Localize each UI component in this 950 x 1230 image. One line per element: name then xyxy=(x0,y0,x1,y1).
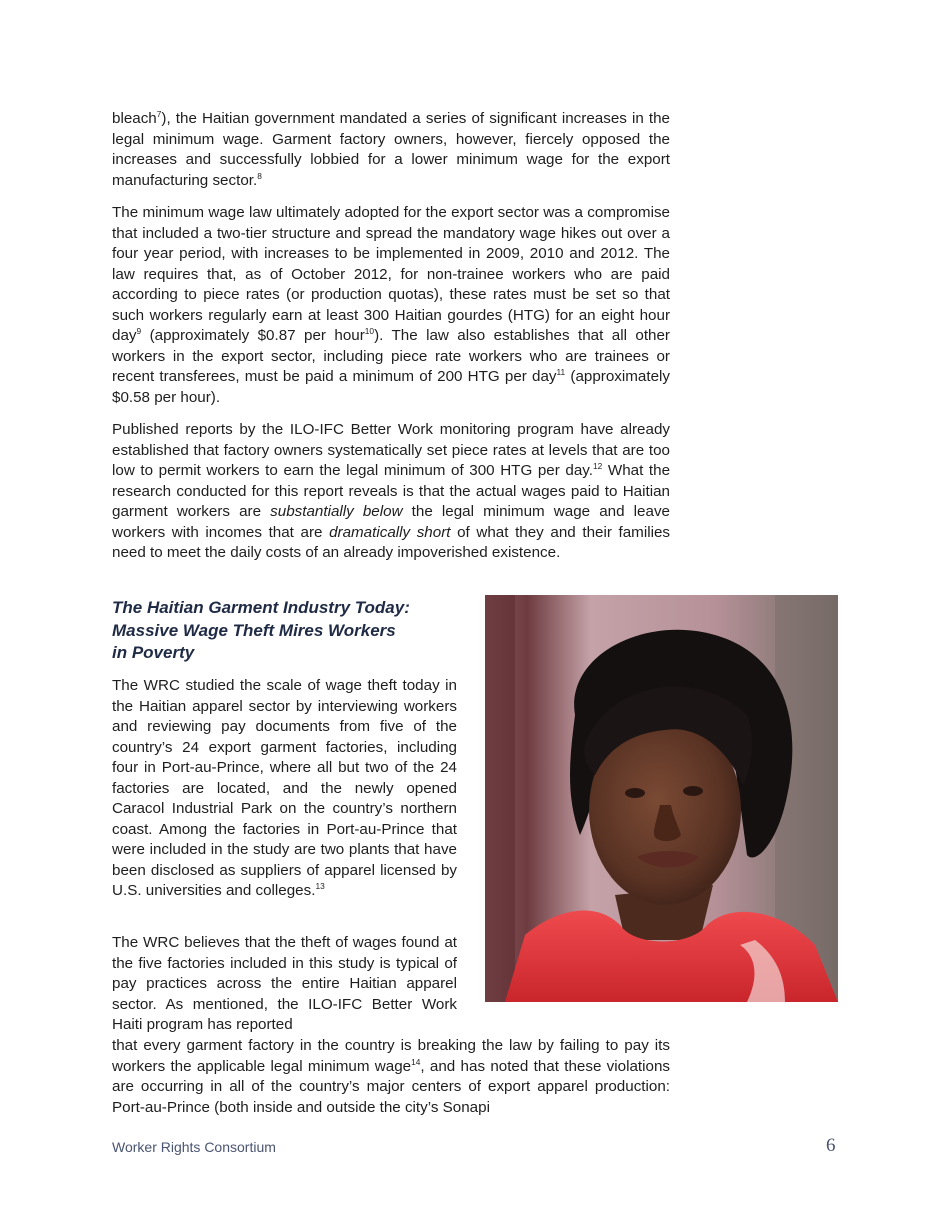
text-run: , and has noted that these violations are occurring in all of the country’s major centers of export apparel production: Port-au-Prince (both inside and outside the city’s Sonapi xyxy=(112,1057,671,1116)
heading-line: Massive Wage Theft Mires Workers xyxy=(112,620,396,640)
page-number: 6 xyxy=(826,1135,836,1156)
paragraph-wrc-believes xyxy=(112,933,457,1036)
emphasis-dramatically-short: dramatically short xyxy=(329,523,451,541)
text-run: ), the Haitian government mandated a series of significant increases in the legal minimum wage. Garment factory owners, however, fiercely opposed the increases and successfully lobbied for a lower minimum wage for the export manufacturing sector. xyxy=(112,110,670,189)
footnote-ref-10[interactable]: 10 xyxy=(364,325,375,336)
emphasis-substantially-below: substantially below xyxy=(270,503,403,520)
paragraph-minimum-wage-law xyxy=(112,203,670,408)
footnote-ref-13[interactable]: 13 xyxy=(315,880,325,891)
text-run: bleach xyxy=(112,110,157,127)
section-heading xyxy=(112,597,457,665)
heading-line: The Haitian Garment Industry Today: xyxy=(112,598,410,617)
footnote-ref-14[interactable]: 14 xyxy=(411,1056,421,1067)
text-run: that every garment factory in the country is breaking the law by failing to pay its workers the applicable legal minimum wage xyxy=(112,1037,670,1075)
text-run: The WRC studied the scale of wage theft today in the Haitian apparel sector by interviewing workers and reviewing pay documents from five of the country’s 24 export garment factories, including four in Port-au-Prince, where all but two of the 24 factories are located, and the newly opened Caracol Industrial Park on the country’s northern coast. Among the factories in Port-au-Prince that were included in the study are two plants that have been disclosed as suppliers of apparel licensed by U.S. universities and colleges. xyxy=(112,677,457,899)
footnote-ref-11[interactable]: 11 xyxy=(556,366,566,377)
text-run: Published reports by the ILO-IFC Better Work monitoring program have already established that factory owners systematically set piece rates at levels that are too low to permit workers to earn the legal minimum of 300 HTG per day. xyxy=(112,421,670,479)
worker-photo xyxy=(485,595,838,1002)
footnote-ref-9[interactable]: 9 xyxy=(136,325,142,336)
footnote-ref-8[interactable]: 8 xyxy=(257,170,262,181)
text-run: ). The law also establishes that all other workers in the export sector, including piece rate workers who are trainees or recent transferees, must be paid a minimum of 200 HTG per day xyxy=(112,327,670,385)
footnote-ref-7[interactable]: 7 xyxy=(156,108,162,119)
paragraph-minimum-wage-increases xyxy=(112,109,670,191)
text-run: the legal minimum wage and leave workers with incomes that are xyxy=(112,503,670,541)
paragraph-wrc-study xyxy=(112,676,457,902)
text-run: The minimum wage law ultimately adopted for the export sector was a compromise that included a two-tier structure and spread the mandatory wage hikes out over a four year period, with increases to be implemented in 2009, 2010 and 2012. The law requires that, as of October 2012, for non-trainee workers who are paid according to piece rates (or production quotas), these rates must be set so that such workers regularly earn at least 300 Haitian gourdes (HTG) for an eight hour day xyxy=(112,204,670,344)
footer-organization: Worker Rights Consortium xyxy=(112,1139,276,1155)
text-run: (approximately $0.87 per hour xyxy=(141,327,365,344)
text-run: of what they and their families need to meet the daily costs of an already impoverished existence. xyxy=(112,523,670,561)
paragraph-every-factory-violations xyxy=(112,1036,670,1118)
text-run: The WRC believes that the theft of wages found at the five factories included in this study is typical of pay practices across the entire Haitian apparel sector. As mentioned, the ILO-IFC Better Work Haiti program has reported xyxy=(112,934,457,1033)
heading-line: in Poverty xyxy=(112,643,195,662)
portrait-image xyxy=(485,595,838,1002)
paragraph-better-work-reports xyxy=(112,420,670,564)
text-run: (approximately $0.58 per hour). xyxy=(112,368,670,406)
text-run: What the research conducted for this report reveals is that the actual wages paid to Haitian garment workers are xyxy=(112,462,671,520)
footnote-ref-12[interactable]: 12 xyxy=(592,460,603,471)
